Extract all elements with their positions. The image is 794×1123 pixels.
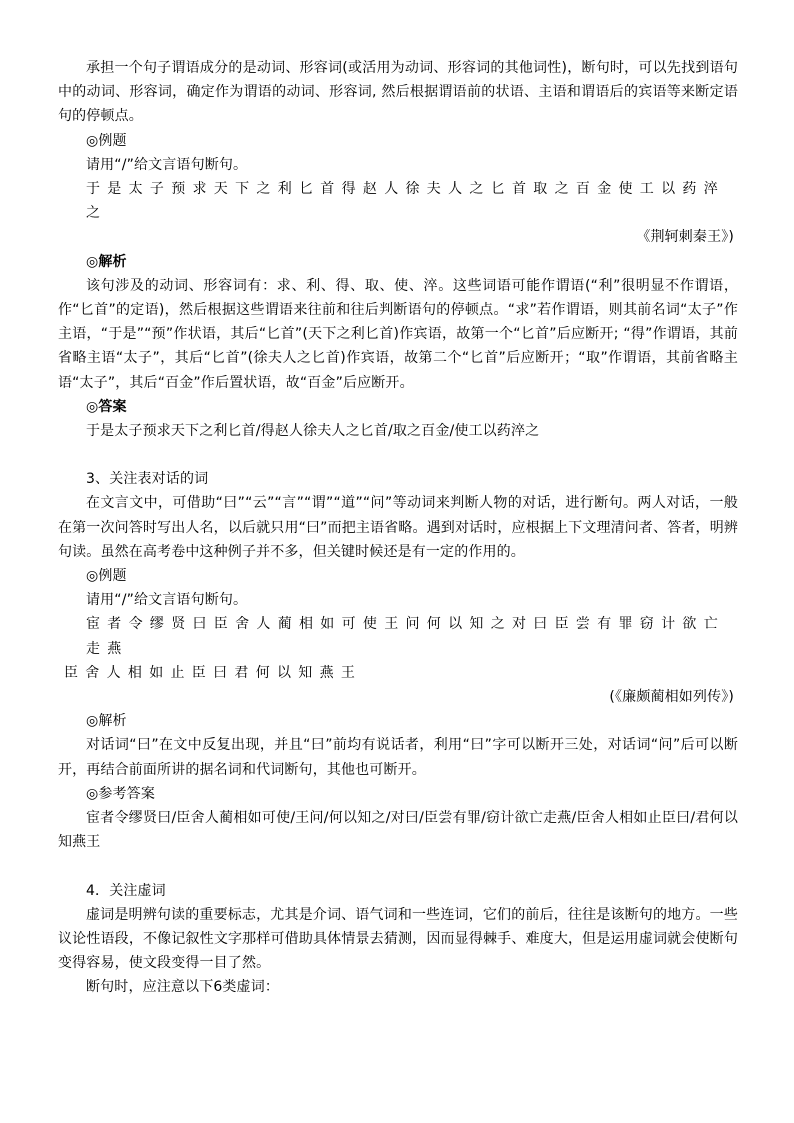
section-note: 断句时，应注意以下6类虚词： [86, 979, 280, 996]
source-citation: (《廉颇蔺相如列传》) [609, 689, 734, 706]
section-spacer [58, 443, 738, 467]
section-heading: 3、关注表对话的词 [86, 471, 209, 488]
section-intro-paragraph: 承担一个句子谓语成分的是动词、形容词(或活用为动词、形容词的其他词性)，断句时，可以先找到语句中的动词、形容词，确定作为谓语的动词、形容词, 然后根据谓语前的状语、主语和谓语后的宾语等来断定语句的停顿点。 [58, 60, 738, 125]
analysis-label: ◎解析 [86, 713, 127, 730]
classical-text: 宦者令缪贤曰臣舍人蔺相如可使王问何以知之对曰臣尝有罪窃计欲亡走燕 [86, 616, 725, 657]
answer-text: 于是太子预求天下之利匕首/得赵人徐夫人之匕首/取之百金/使工以药淬之 [86, 423, 540, 440]
source-citation: 《荆轲刺秦王》) [636, 229, 734, 246]
section-intro-paragraph: 在文言文中，可借助“曰”“云”“言”“谓”“道”“问”等动词来判断人物的对话，进行断句。两人对话，一般在第一次问答时写出人名，以后就只用“曰”而把主语省略。遇到对话时，应根据上下文理清问者、答者，明辨句读。虽然在高考卷中这种例子并不多，但关键时候还是有一定的作用的。 [58, 495, 738, 560]
example-label: ◎例题 [86, 132, 127, 149]
analysis-paragraph: 对话词“曰”在文中反复出现，并且“曰”前均有说话者，利用“曰”字可以断开三处，对话词“问”后可以断开，再结合前面所讲的据名词和代词断句，其他也可断开。 [58, 737, 738, 778]
exercise-prompt: 请用“/”给文言语句断句。 [86, 592, 248, 609]
analysis-paragraph: 该句涉及的动词、形容词有：求、利、得、取、使、淬。这些词语可能作谓语(“利”很明显不作谓语，作“匕首”的定语)，然后根据这些谓语来往前和往后判断语句的停顿点。“求”若作谓语，则其前名词“太子”作主语，“于是”“预”作状语，其后“匕首”(天下之利匕首)作宾语，故第一个“匕首”后应断开; “得”作谓语，其前省略主语“太子”，其后“匕首”(徐夫人之匕首)作宾语，故第二个“匕首”后应断开；“取”作谓语，其前省略主语“太子”，其后“百金”作后置状语，故“百金”后应断开。 [58, 277, 738, 391]
example-label: ◎例题 [86, 568, 127, 585]
document-body [58, 56, 738, 1000]
analysis-label: ◎解析 [86, 253, 127, 270]
classical-text: 于是太子预求天下之利匕首得赵人徐夫人之匕首取之百金使工以药淬之 [86, 181, 725, 222]
answer-label: ◎参考答案 [86, 785, 155, 802]
section-intro-paragraph: 虚词是明辨句读的重要标志，尤其是介词、语气词和一些连词，它们的前后，往往是该断句的地方。一些议论性语段，不像记叙性文字那样可借助具体情景去猜测，因而显得棘手、难度大，但是运用虚词就会使断句变得容易，使文段变得一目了然。 [58, 906, 738, 972]
section-spacer [58, 855, 738, 879]
answer-label: ◎答案 [86, 398, 127, 415]
section-heading: 4．关注虚词 [86, 882, 166, 899]
exercise-prompt: 请用“/”给文言语句断句。 [86, 156, 248, 173]
classical-text-continued: 臣舍人相如止臣曰君何以知燕王 [64, 664, 363, 681]
answer-text: 宦者令缪贤曰/臣舍人蔺相如可使/王问/何以知之/对曰/臣尝有罪/窃计欲亡走燕/臣舍人相如止臣曰/君何以知燕王 [58, 810, 738, 851]
